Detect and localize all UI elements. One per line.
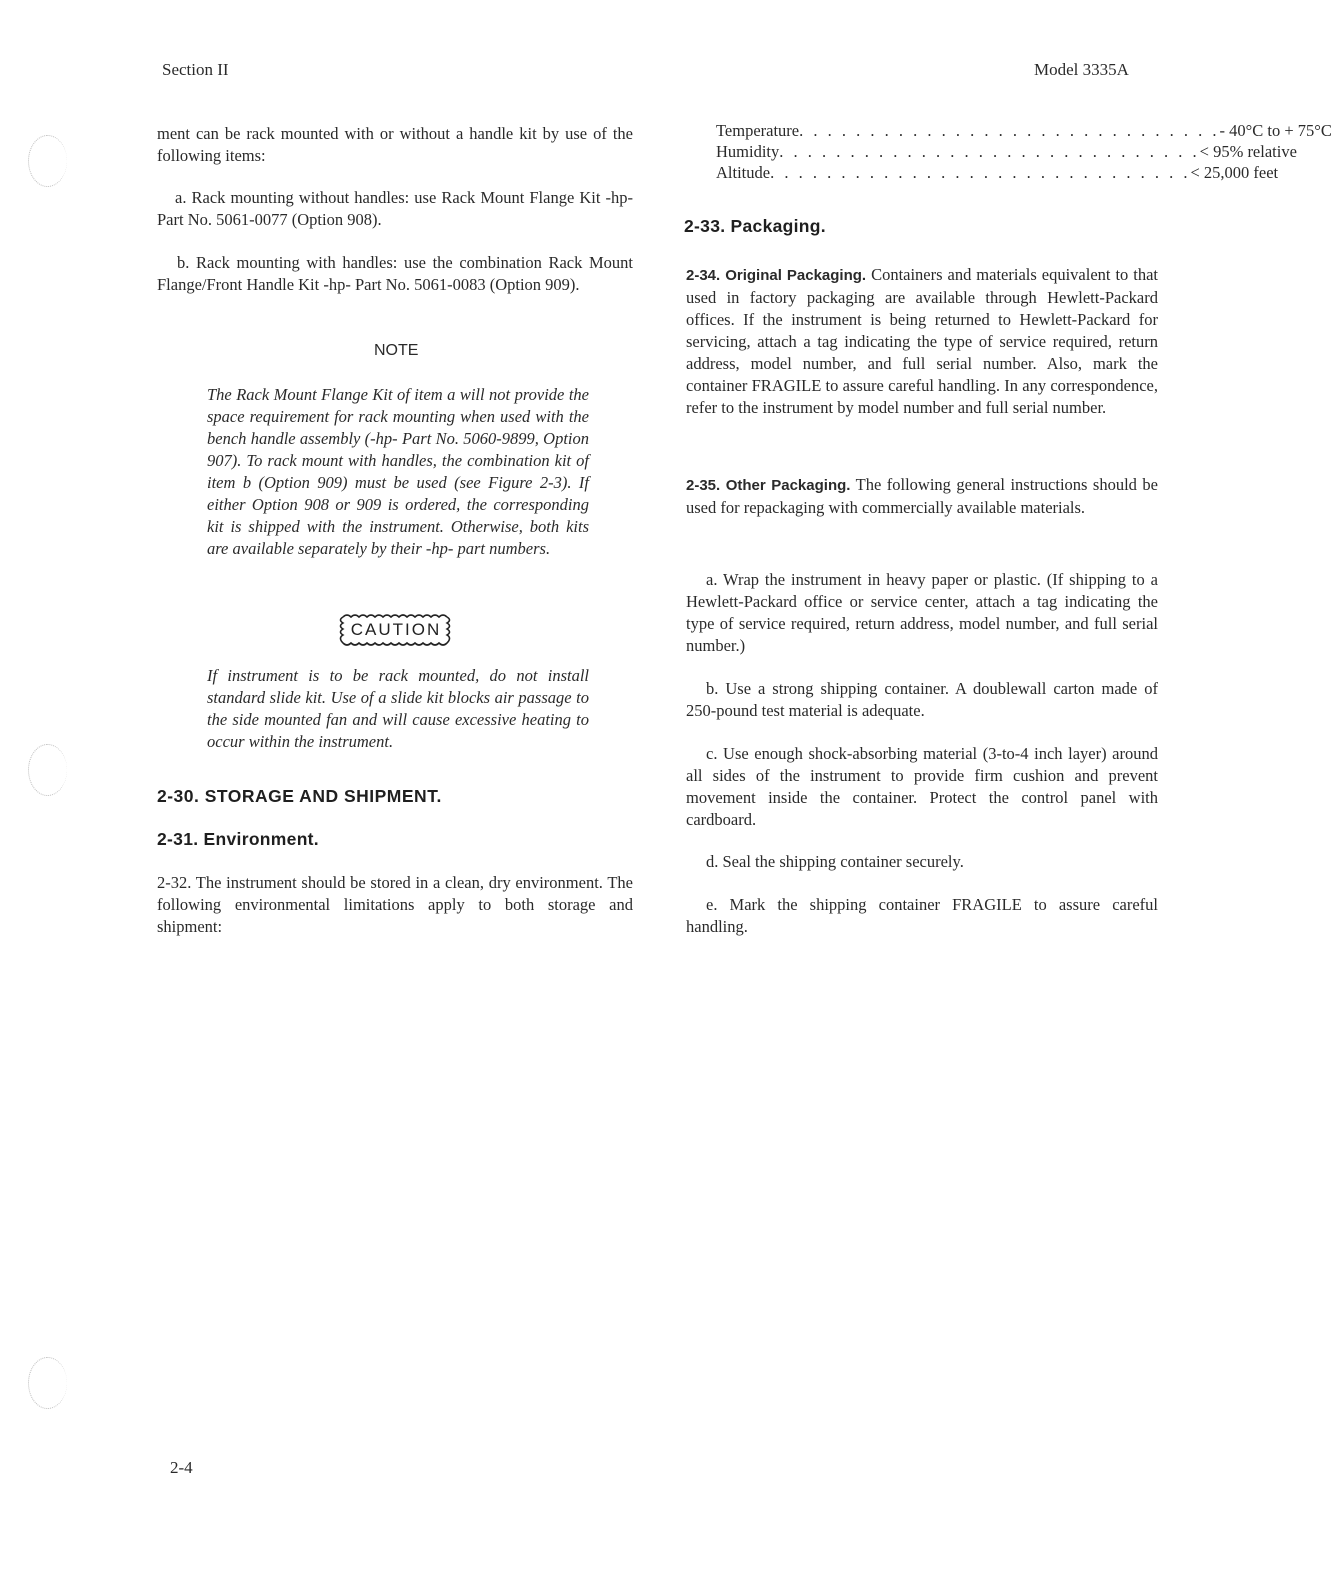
paragraph-2-32: 2-32. The instrument should be stored in a clean, dry environment. The following environmental limitations apply to both storage and shipment:	[157, 873, 633, 936]
spec-value: < 95% relative	[1199, 142, 1297, 161]
step-c: c. Use enough shock-absorbing material (3-to-4 inch layer) around all sides of the instrument to provide firm cushion and prevent movement inside the container. Protect the control panel with cardboard.	[686, 744, 1158, 829]
section-label: Section II	[162, 60, 229, 79]
caution-body: If instrument is to be rack mounted, do not install standard slide kit. Use of a slide kit blocks air passage to the side mounted fan and will cause excessive heating to occur within the instrument.	[207, 666, 589, 751]
caution-text: CAUTION	[350, 620, 442, 639]
step-b: b. Use a strong shipping container. A doublewall carton made of 250-pound test material is adequate.	[686, 679, 1158, 720]
spec-temperature: Temperature . . . . . . . . . . . . . . . . . . . . . . . . . . . . . . - 40°C to + 75°C	[716, 121, 1332, 140]
spec-label: Altitude	[716, 163, 771, 182]
step-d: d. Seal the shipping container securely.	[706, 852, 964, 871]
paragraph-2-35-heading: 2-35. Other Packaging.	[686, 477, 851, 494]
paragraph-2-35	[686, 474, 1158, 519]
paragraph-2-34-heading: 2-34. Original Packaging.	[686, 267, 867, 284]
spec-value: < 25,000 feet	[1190, 163, 1279, 182]
binder-hole-middle	[28, 744, 67, 796]
spec-value: - 40°C to + 75°C	[1219, 121, 1332, 140]
spec-label: Humidity	[716, 142, 780, 161]
item-a-paragraph: a. Rack mounting without handles: use Rack Mount Flange Kit -hp- Part No. 5061-0077 (Option 908).	[157, 188, 633, 229]
item-b-paragraph: b. Rack mounting with handles: use the combination Rack Mount Flange/Front Handle Kit -hp- Part No. 5061-0083 (Option 909).	[157, 253, 633, 294]
paragraph-2-35-body: The following general instructions should be used for repackaging with commercially available materials.	[686, 475, 1158, 517]
binder-hole-bottom	[28, 1357, 67, 1409]
step-a: a. Wrap the instrument in heavy paper or plastic. (If shipping to a Hewlett-Packard office or service center, attach a tag indicating the type of service required, return address, model number, and full serial number.)	[686, 570, 1158, 655]
spec-altitude: Altitude . . . . . . . . . . . . . . . . . . . . . . . . . . . . . . < 25,000 feet	[716, 163, 1279, 182]
spec-label: Temperature	[716, 121, 800, 140]
step-e: e. Mark the shipping container FRAGILE to assure careful handling.	[686, 895, 1158, 936]
spec-list	[716, 120, 1332, 183]
note-title: NOTE	[374, 342, 419, 359]
model-label: Model 3335A	[1034, 60, 1129, 79]
caution-label	[337, 613, 455, 647]
intro-paragraph: ment can be rack mounted with or without a handle kit by use of the following items:	[157, 124, 633, 165]
page-number: 2-4	[170, 1458, 193, 1477]
heading-2-33: 2-33. Packaging.	[684, 216, 826, 236]
spec-humidity: Humidity . . . . . . . . . . . . . . . . . . . . . . . . . . . . . . < 95% relative	[716, 142, 1297, 161]
heading-2-30: 2-30. STORAGE AND SHIPMENT.	[157, 786, 442, 806]
heading-2-31: 2-31. Environment.	[157, 829, 319, 849]
paragraph-2-34-body: Containers and materials equivalent to that used in factory packaging are available through Hewlett-Packard offices. If the instrument is being returned to Hewlett-Packard for servicing, attach a tag indicating the type of service required, return address, model number, and full serial number. Also, mark the container FRAGILE to assure careful handling. In any correspondence, refer to the instrument by model number and full serial number.	[686, 265, 1158, 417]
paragraph-2-34	[686, 264, 1158, 419]
left-column	[157, 123, 633, 296]
note-body: The Rack Mount Flange Kit of item a will not provide the space requirement for rack mounting when used with the bench handle assembly (-hp- Part No. 5060-9899, Option 907). To rack mount with handles, the combination kit of item b (Option 909) must be used (see Figure 2-3). If either Option 908 or 909 is ordered, the corresponding kit is shipped with the instrument. Otherwise, both kits are available separately by their -hp- part numbers.	[207, 385, 589, 558]
binder-hole-top	[28, 135, 67, 187]
